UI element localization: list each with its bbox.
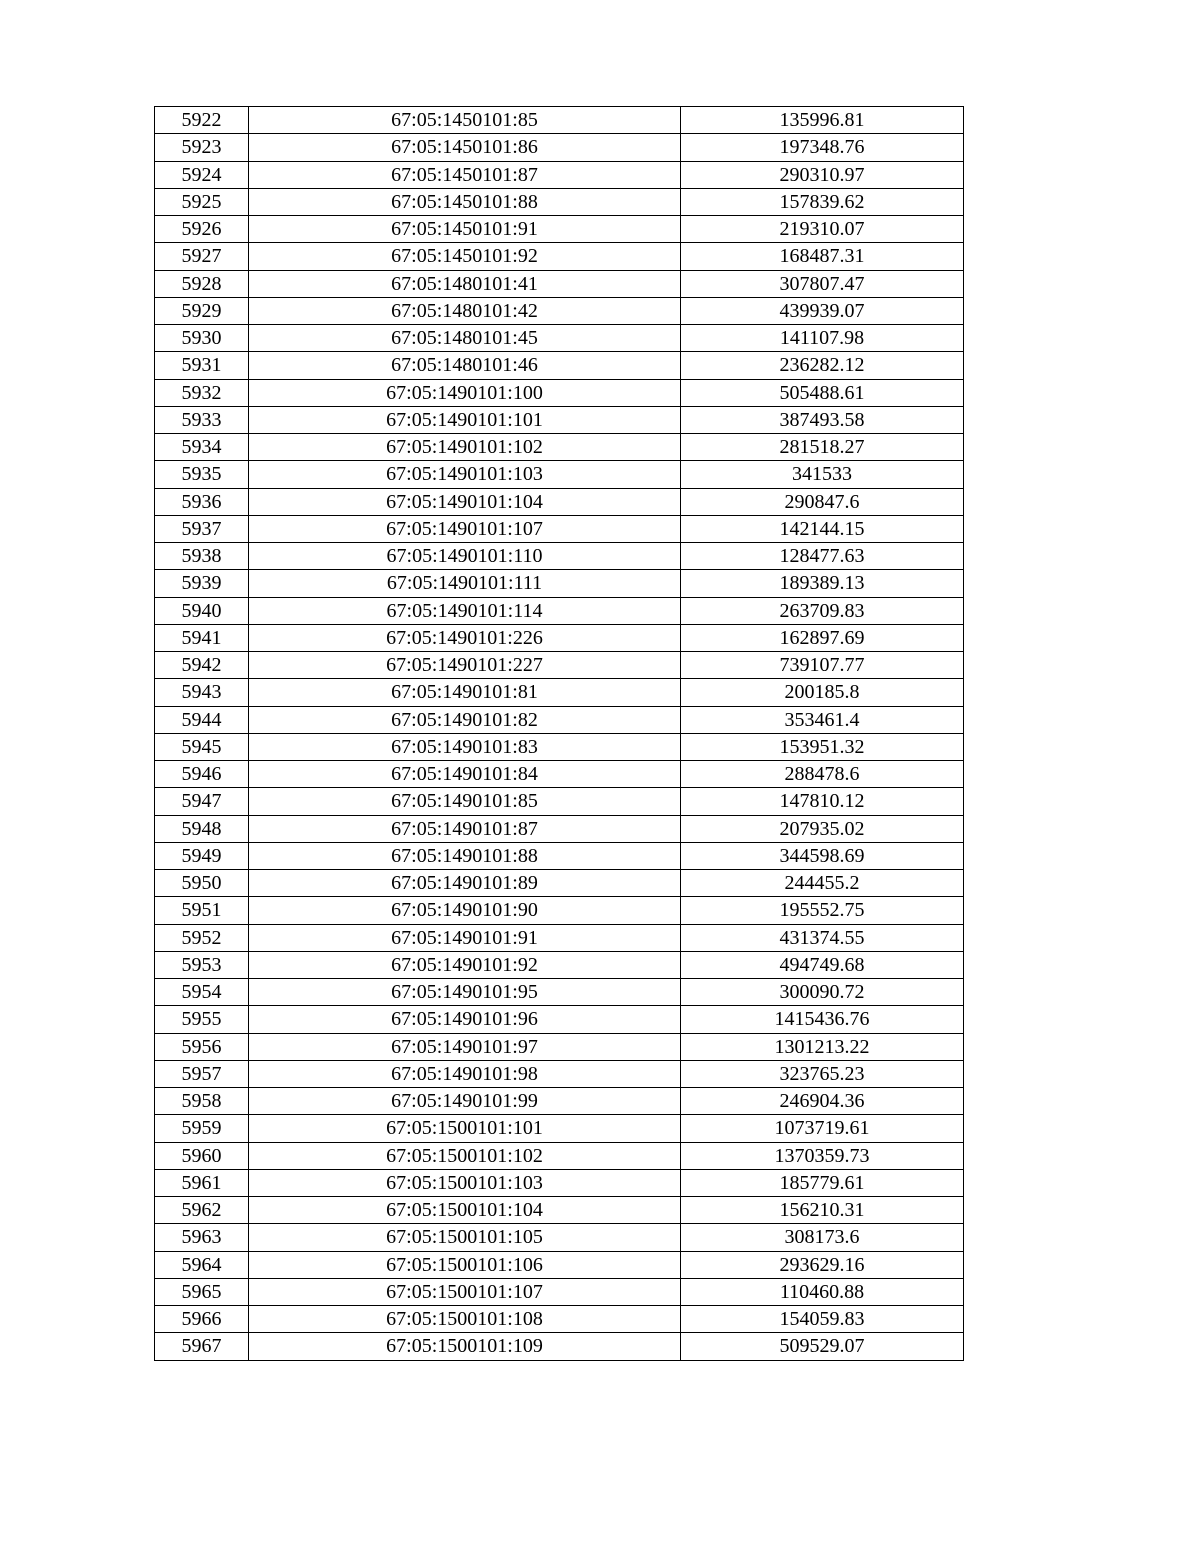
- row-number-cell: 5958: [155, 1088, 249, 1115]
- cadastral-number-cell: 67:05:1480101:45: [249, 325, 681, 352]
- row-number-cell: 5929: [155, 297, 249, 324]
- value-cell: 300090.72: [681, 979, 964, 1006]
- table-row: [155, 815, 964, 842]
- value-cell: 509529.07: [681, 1333, 964, 1360]
- table-row: [155, 570, 964, 597]
- value-cell: 387493.58: [681, 406, 964, 433]
- table-row: [155, 461, 964, 488]
- value-cell: 290310.97: [681, 161, 964, 188]
- table-row: [155, 761, 964, 788]
- table-row: [155, 488, 964, 515]
- cadastral-number-cell: 67:05:1490101:96: [249, 1006, 681, 1033]
- row-number-cell: 5931: [155, 352, 249, 379]
- row-number-cell: 5939: [155, 570, 249, 597]
- table-row: [155, 1169, 964, 1196]
- cadastral-number-cell: 67:05:1490101:83: [249, 733, 681, 760]
- cadastral-number-cell: 67:05:1500101:106: [249, 1251, 681, 1278]
- value-cell: 494749.68: [681, 951, 964, 978]
- row-number-cell: 5965: [155, 1278, 249, 1305]
- cadastral-number-cell: 67:05:1490101:100: [249, 379, 681, 406]
- value-cell: 195552.75: [681, 897, 964, 924]
- cadastral-number-cell: 67:05:1500101:101: [249, 1115, 681, 1142]
- value-cell: 200185.8: [681, 679, 964, 706]
- value-cell: 439939.07: [681, 297, 964, 324]
- table-row: [155, 1197, 964, 1224]
- table-row: [155, 434, 964, 461]
- cadastral-number-cell: 67:05:1490101:99: [249, 1088, 681, 1115]
- cadastral-number-cell: 67:05:1480101:42: [249, 297, 681, 324]
- row-number-cell: 5940: [155, 597, 249, 624]
- value-cell: 1301213.22: [681, 1033, 964, 1060]
- cadastral-number-cell: 67:05:1490101:227: [249, 652, 681, 679]
- row-number-cell: 5962: [155, 1197, 249, 1224]
- row-number-cell: 5948: [155, 815, 249, 842]
- cadastral-number-cell: 67:05:1500101:103: [249, 1169, 681, 1196]
- table-row: [155, 897, 964, 924]
- row-number-cell: 5924: [155, 161, 249, 188]
- cadastral-number-cell: 67:05:1500101:108: [249, 1306, 681, 1333]
- table-row: [155, 624, 964, 651]
- cadastral-number-cell: 67:05:1500101:105: [249, 1224, 681, 1251]
- cadastral-number-cell: 67:05:1450101:92: [249, 243, 681, 270]
- row-number-cell: 5935: [155, 461, 249, 488]
- value-cell: 244455.2: [681, 870, 964, 897]
- cadastral-number-cell: 67:05:1490101:97: [249, 1033, 681, 1060]
- value-cell: 1370359.73: [681, 1142, 964, 1169]
- row-number-cell: 5927: [155, 243, 249, 270]
- row-number-cell: 5957: [155, 1060, 249, 1087]
- table-row: [155, 679, 964, 706]
- row-number-cell: 5954: [155, 979, 249, 1006]
- value-cell: 290847.6: [681, 488, 964, 515]
- table-row: [155, 1115, 964, 1142]
- table-row: [155, 1033, 964, 1060]
- table-row: [155, 979, 964, 1006]
- table-row: [155, 270, 964, 297]
- table-row: [155, 652, 964, 679]
- table-row: [155, 188, 964, 215]
- row-number-cell: 5960: [155, 1142, 249, 1169]
- value-cell: 739107.77: [681, 652, 964, 679]
- value-cell: 246904.36: [681, 1088, 964, 1115]
- row-number-cell: 5943: [155, 679, 249, 706]
- table-row: [155, 870, 964, 897]
- cadastral-number-cell: 67:05:1490101:82: [249, 706, 681, 733]
- value-cell: 323765.23: [681, 1060, 964, 1087]
- row-number-cell: 5937: [155, 515, 249, 542]
- table-row: [155, 107, 964, 134]
- table-row: [155, 1224, 964, 1251]
- cadastral-number-cell: 67:05:1450101:87: [249, 161, 681, 188]
- row-number-cell: 5922: [155, 107, 249, 134]
- table-body: [155, 107, 964, 1361]
- cadastral-number-cell: 67:05:1490101:104: [249, 488, 681, 515]
- cadastral-number-cell: 67:05:1490101:84: [249, 761, 681, 788]
- row-number-cell: 5946: [155, 761, 249, 788]
- cadastral-number-cell: 67:05:1450101:88: [249, 188, 681, 215]
- row-number-cell: 5963: [155, 1224, 249, 1251]
- value-cell: 207935.02: [681, 815, 964, 842]
- cadastral-number-cell: 67:05:1490101:91: [249, 924, 681, 951]
- value-cell: 156210.31: [681, 1197, 964, 1224]
- cadastral-number-cell: 67:05:1500101:102: [249, 1142, 681, 1169]
- table-row: [155, 1278, 964, 1305]
- value-cell: 293629.16: [681, 1251, 964, 1278]
- table-row: [155, 216, 964, 243]
- row-number-cell: 5955: [155, 1006, 249, 1033]
- value-cell: 219310.07: [681, 216, 964, 243]
- row-number-cell: 5938: [155, 543, 249, 570]
- cadastral-number-cell: 67:05:1480101:41: [249, 270, 681, 297]
- value-cell: 128477.63: [681, 543, 964, 570]
- cadastral-number-cell: 67:05:1490101:90: [249, 897, 681, 924]
- value-cell: 135996.81: [681, 107, 964, 134]
- value-cell: 341533: [681, 461, 964, 488]
- value-cell: 142144.15: [681, 515, 964, 542]
- value-cell: 353461.4: [681, 706, 964, 733]
- table-row: [155, 1142, 964, 1169]
- cadastral-number-cell: 67:05:1490101:81: [249, 679, 681, 706]
- table-row: [155, 1306, 964, 1333]
- row-number-cell: 5925: [155, 188, 249, 215]
- value-cell: 154059.83: [681, 1306, 964, 1333]
- table-row: [155, 788, 964, 815]
- row-number-cell: 5959: [155, 1115, 249, 1142]
- value-cell: 1415436.76: [681, 1006, 964, 1033]
- table-row: [155, 161, 964, 188]
- row-number-cell: 5952: [155, 924, 249, 951]
- row-number-cell: 5942: [155, 652, 249, 679]
- cadastral-number-cell: 67:05:1490101:102: [249, 434, 681, 461]
- cadastral-number-cell: 67:05:1480101:46: [249, 352, 681, 379]
- row-number-cell: 5964: [155, 1251, 249, 1278]
- row-number-cell: 5933: [155, 406, 249, 433]
- value-cell: 288478.6: [681, 761, 964, 788]
- cadastral-number-cell: 67:05:1500101:107: [249, 1278, 681, 1305]
- value-cell: 168487.31: [681, 243, 964, 270]
- value-cell: 141107.98: [681, 325, 964, 352]
- cadastral-number-cell: 67:05:1490101:88: [249, 842, 681, 869]
- row-number-cell: 5936: [155, 488, 249, 515]
- value-cell: 153951.32: [681, 733, 964, 760]
- cadastral-number-cell: 67:05:1490101:92: [249, 951, 681, 978]
- cadastral-number-cell: 67:05:1490101:98: [249, 1060, 681, 1087]
- value-cell: 505488.61: [681, 379, 964, 406]
- row-number-cell: 5932: [155, 379, 249, 406]
- value-cell: 431374.55: [681, 924, 964, 951]
- table-row: [155, 352, 964, 379]
- cadastral-number-cell: 67:05:1490101:87: [249, 815, 681, 842]
- cadastral-number-cell: 67:05:1490101:85: [249, 788, 681, 815]
- table-row: [155, 1060, 964, 1087]
- cadastral-number-cell: 67:05:1490101:103: [249, 461, 681, 488]
- row-number-cell: 5961: [155, 1169, 249, 1196]
- value-cell: 147810.12: [681, 788, 964, 815]
- table-row: [155, 706, 964, 733]
- table-row: [155, 733, 964, 760]
- row-number-cell: 5944: [155, 706, 249, 733]
- table-row: [155, 951, 964, 978]
- row-number-cell: 5966: [155, 1306, 249, 1333]
- value-cell: 263709.83: [681, 597, 964, 624]
- table-row: [155, 379, 964, 406]
- cadastral-number-cell: 67:05:1490101:95: [249, 979, 681, 1006]
- row-number-cell: 5945: [155, 733, 249, 760]
- row-number-cell: 5926: [155, 216, 249, 243]
- value-cell: 308173.6: [681, 1224, 964, 1251]
- row-number-cell: 5941: [155, 624, 249, 651]
- cadastral-number-cell: 67:05:1490101:89: [249, 870, 681, 897]
- value-cell: 189389.13: [681, 570, 964, 597]
- row-number-cell: 5967: [155, 1333, 249, 1360]
- cadastral-number-cell: 67:05:1490101:226: [249, 624, 681, 651]
- cadastral-number-cell: 67:05:1450101:85: [249, 107, 681, 134]
- value-cell: 344598.69: [681, 842, 964, 869]
- table-row: [155, 924, 964, 951]
- table-row: [155, 1006, 964, 1033]
- cadastral-number-cell: 67:05:1490101:111: [249, 570, 681, 597]
- cadastral-number-cell: 67:05:1490101:110: [249, 543, 681, 570]
- value-cell: 197348.76: [681, 134, 964, 161]
- row-number-cell: 5951: [155, 897, 249, 924]
- table-row: [155, 597, 964, 624]
- cadastral-number-cell: 67:05:1490101:114: [249, 597, 681, 624]
- cadastral-number-cell: 67:05:1450101:86: [249, 134, 681, 161]
- row-number-cell: 5956: [155, 1033, 249, 1060]
- table-row: [155, 134, 964, 161]
- value-cell: 162897.69: [681, 624, 964, 651]
- table-row: [155, 406, 964, 433]
- value-cell: 1073719.61: [681, 1115, 964, 1142]
- value-cell: 236282.12: [681, 352, 964, 379]
- table-row: [155, 1251, 964, 1278]
- cadastral-number-cell: 67:05:1490101:101: [249, 406, 681, 433]
- row-number-cell: 5934: [155, 434, 249, 461]
- row-number-cell: 5950: [155, 870, 249, 897]
- value-cell: 185779.61: [681, 1169, 964, 1196]
- cadastral-number-cell: 67:05:1490101:107: [249, 515, 681, 542]
- row-number-cell: 5928: [155, 270, 249, 297]
- value-cell: 110460.88: [681, 1278, 964, 1305]
- table-row: [155, 1088, 964, 1115]
- table-row: [155, 842, 964, 869]
- table-row: [155, 543, 964, 570]
- table-row: [155, 1333, 964, 1360]
- table-row: [155, 515, 964, 542]
- cadastral-number-cell: 67:05:1450101:91: [249, 216, 681, 243]
- cadastral-number-cell: 67:05:1500101:109: [249, 1333, 681, 1360]
- row-number-cell: 5930: [155, 325, 249, 352]
- row-number-cell: 5949: [155, 842, 249, 869]
- row-number-cell: 5947: [155, 788, 249, 815]
- table-row: [155, 243, 964, 270]
- table-row: [155, 297, 964, 324]
- row-number-cell: 5953: [155, 951, 249, 978]
- table-row: [155, 325, 964, 352]
- row-number-cell: 5923: [155, 134, 249, 161]
- value-cell: 307807.47: [681, 270, 964, 297]
- cadastral-value-table: [154, 106, 964, 1361]
- value-cell: 157839.62: [681, 188, 964, 215]
- cadastral-number-cell: 67:05:1500101:104: [249, 1197, 681, 1224]
- value-cell: 281518.27: [681, 434, 964, 461]
